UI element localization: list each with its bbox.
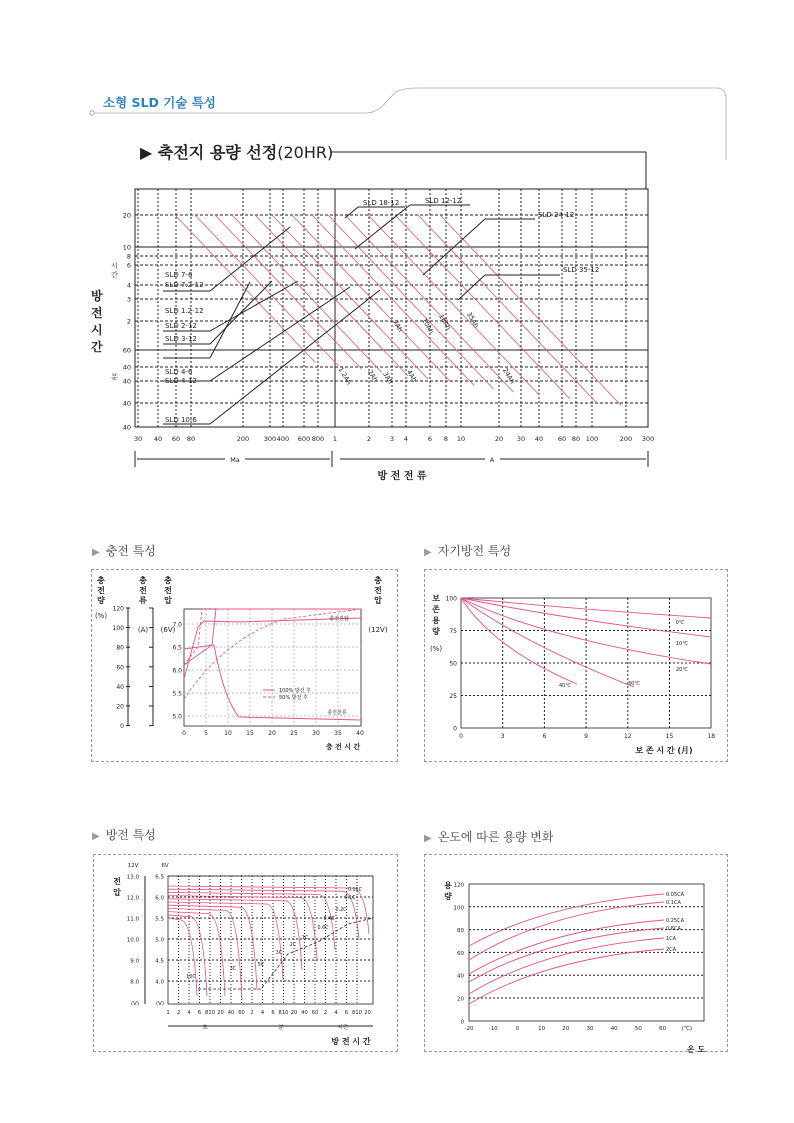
charge-ylabel-volume: 전 bbox=[97, 586, 105, 595]
capacity-label: 4Ah bbox=[405, 368, 419, 384]
header-frame bbox=[0, 0, 794, 160]
capacity-curve bbox=[255, 215, 408, 376]
x-tick-label: 2 bbox=[323, 1010, 328, 1016]
y-tick-label: 0 bbox=[453, 725, 457, 733]
model-label: SLD 18-12 bbox=[363, 199, 400, 207]
x-tick-label-a: 80 bbox=[571, 435, 581, 443]
unit-label: (V) bbox=[155, 1001, 164, 1007]
self-ylabel: 존 bbox=[432, 605, 440, 614]
charge-ylabel-v6-unit: (6V) bbox=[160, 626, 176, 634]
x-tick-label: 1 bbox=[166, 1010, 170, 1016]
curve-label-current: 충전전류 bbox=[327, 710, 347, 716]
bullet-icon: ▶ bbox=[92, 547, 100, 558]
y-tick-label: 120 bbox=[453, 882, 464, 889]
unit-minutes: 분 bbox=[278, 1025, 284, 1031]
x-tick-label: 20 bbox=[364, 1010, 371, 1016]
leader-line bbox=[210, 282, 250, 358]
y-tick-label: 40 bbox=[457, 973, 464, 980]
x-tick-label-ma: 300 bbox=[263, 435, 277, 443]
leader-line bbox=[210, 281, 272, 344]
y-tick-label: 60 bbox=[457, 950, 464, 957]
capacity-curve bbox=[469, 938, 664, 994]
y-tick-label: 40 bbox=[122, 363, 131, 372]
charge-ylabel-volume: 량 bbox=[97, 596, 105, 605]
charge-ylabel-v6: 전 bbox=[164, 586, 172, 595]
self-ylabel: 량 bbox=[432, 627, 440, 636]
curve-temp-label: 20℃ bbox=[676, 667, 688, 673]
curve-label-voltage: 충전전압 bbox=[329, 616, 349, 622]
x-tick-label: (℃) bbox=[681, 1026, 693, 1032]
x-tick-label: 2 bbox=[176, 1010, 181, 1016]
plot-frame bbox=[168, 876, 373, 1004]
charge-ylabel-volume: 충 bbox=[97, 576, 105, 585]
model-label: SLD 35-12 bbox=[563, 266, 600, 274]
x-tick-label-a: 3 bbox=[389, 435, 395, 443]
v6-tick-label: 6.5 bbox=[155, 874, 164, 881]
x-tick-label-a: 30 bbox=[516, 435, 526, 443]
c-rate-label: 0.2C bbox=[335, 908, 347, 913]
model-label: SLD 4-12 bbox=[165, 377, 197, 385]
capacity-curve bbox=[272, 215, 428, 379]
self-discharge-curve bbox=[461, 598, 634, 687]
pct-tick-label: 0 bbox=[120, 723, 124, 731]
c-rate-label: 0.05C bbox=[347, 888, 363, 893]
curve-temp-label: 40℃ bbox=[559, 683, 571, 689]
x-tick-label: 5 bbox=[204, 730, 208, 737]
x-tick-label: 6 bbox=[271, 1010, 275, 1016]
pct-tick-label: 80 bbox=[116, 644, 124, 652]
x-tick-label: 4 bbox=[260, 1010, 265, 1016]
curve-rate-label: 2CA bbox=[666, 947, 677, 953]
self-ylabel-unit: (%) bbox=[429, 645, 443, 653]
model-label: SLD 4-6 bbox=[165, 368, 193, 376]
curve-rate-label: 0.05CA bbox=[666, 892, 685, 898]
discharge-ylabel: 압 bbox=[113, 888, 121, 897]
pct-tick-label: 20 bbox=[116, 703, 124, 711]
main-ylabel-hours: 시 간 bbox=[111, 262, 118, 279]
voltage-tick-label: 6.0 bbox=[172, 667, 182, 675]
model-label: SLD 10-6 bbox=[165, 416, 197, 424]
charge-ylabel-volume-unit: (%) bbox=[94, 612, 108, 620]
x-tick-label: 18 bbox=[707, 733, 716, 740]
y-tick-label: 100 bbox=[445, 595, 457, 603]
self-ylabel: 용 bbox=[432, 616, 440, 625]
y-tick-label: 25 bbox=[449, 693, 457, 700]
x-tick-label: 25 bbox=[290, 730, 298, 737]
x-tick-label: 40 bbox=[301, 1010, 308, 1016]
voltage-tick-label: 7.0 bbox=[172, 621, 182, 629]
pct-tick-label: 100 bbox=[112, 625, 124, 633]
x-tick-label-ma: 40 bbox=[153, 435, 163, 443]
leader-line bbox=[345, 207, 358, 218]
c-rate-label: 3C bbox=[275, 951, 283, 956]
temperature-section-title bbox=[424, 828, 553, 845]
y-tick-label: 80 bbox=[457, 928, 464, 935]
x-tick-label: 60 bbox=[238, 1010, 245, 1016]
v6-tick-label: 5.0 bbox=[155, 937, 164, 944]
x-tick-label-a: 100 bbox=[585, 435, 599, 443]
x-tick-label: 20 bbox=[217, 1010, 224, 1016]
pct-tick-label: 40 bbox=[116, 683, 124, 691]
x-tick-label: 6 bbox=[542, 733, 547, 740]
x-tick-label: 20 bbox=[268, 730, 276, 737]
temp-ylabel: 용 bbox=[444, 881, 452, 890]
c-rate-label: 3C bbox=[229, 967, 237, 972]
y-tick-label: 3 bbox=[126, 295, 131, 304]
v6-tick-label: 5.5 bbox=[155, 916, 164, 923]
temp-ylabel: 량 bbox=[444, 892, 452, 901]
curve-rate-label: 0.1CA bbox=[666, 900, 681, 906]
curve-temp-label: 30℃ bbox=[628, 681, 640, 687]
charge-ylabel-v12-unit: (12V) bbox=[368, 626, 388, 634]
c-rate-label: 0.1C bbox=[344, 896, 356, 901]
v6-tick-label: 6.0 bbox=[155, 895, 164, 902]
x-tick-label-ma: 80 bbox=[186, 435, 196, 443]
discharge-ylabel: 전 bbox=[113, 877, 121, 886]
capacity-label: 18Ah bbox=[437, 312, 453, 332]
capacity-curve bbox=[232, 215, 382, 372]
unit-seconds: 초 bbox=[202, 1025, 208, 1031]
discharge-curve bbox=[168, 918, 197, 996]
x-tick-label: 20 bbox=[290, 1010, 298, 1016]
x-tick-label: 20 bbox=[562, 1026, 570, 1032]
charge-xlabel: 충 전 시 간 bbox=[325, 743, 361, 751]
charge-ylabel-v12: 압 bbox=[374, 596, 382, 605]
capacity-label: 10Ah bbox=[420, 316, 436, 336]
curve-temp-label: 10℃ bbox=[676, 641, 688, 647]
y-tick-label: 100 bbox=[453, 905, 464, 912]
bullet-icon: ▶ bbox=[424, 833, 432, 844]
x-tick-label: 30 bbox=[586, 1026, 594, 1032]
y-tick-label: 40 bbox=[122, 399, 131, 408]
capacity-curve bbox=[469, 920, 664, 974]
charge-ylabel-v12: 전 bbox=[374, 586, 382, 595]
col-6v-label: 6V bbox=[161, 863, 169, 869]
c-rate-label: 10C bbox=[186, 975, 196, 980]
model-label: SLD 1.2-12 bbox=[165, 307, 204, 315]
charge-chart bbox=[91, 569, 401, 769]
unit-a-label: A bbox=[489, 456, 495, 464]
y-tick-label: 6 bbox=[126, 261, 131, 270]
pct-tick-label: 120 bbox=[112, 605, 124, 613]
c-rate-label: 0.4C bbox=[323, 917, 335, 922]
capacity-curve bbox=[469, 949, 664, 1004]
y-tick-label: 20 bbox=[457, 996, 464, 1003]
x-tick-label: 9 bbox=[584, 733, 589, 740]
temp-xlabel: 온 도 bbox=[686, 1045, 706, 1054]
charge-ylabel-current: 류 bbox=[139, 596, 147, 605]
discharge-curve bbox=[168, 902, 283, 980]
curve-rate-label: 1CA bbox=[666, 936, 677, 942]
x-tick-label-a: 20 bbox=[494, 435, 504, 443]
voltage-tick-label: 6.5 bbox=[172, 644, 182, 652]
capacity-curve bbox=[215, 215, 362, 369]
legend-label: 50% 방전 후 bbox=[279, 695, 308, 701]
voltage-tick-label: 5.0 bbox=[172, 713, 182, 721]
capacity-label: 1.2Ah bbox=[336, 365, 353, 387]
x-tick-label: 15 bbox=[665, 733, 674, 740]
v12-tick-label: 13.0 bbox=[126, 874, 139, 881]
x-tick-label: 4 bbox=[187, 1010, 191, 1016]
col-12v-label: 12V bbox=[127, 863, 139, 869]
section-header bbox=[0, 0, 794, 130]
bullet-icon: ▶ bbox=[424, 547, 432, 558]
capacity-label: 2Ah bbox=[366, 368, 380, 384]
charge-ylabel-current: 충 bbox=[139, 576, 147, 585]
capacity-curve bbox=[395, 215, 570, 399]
capacity-curve bbox=[440, 215, 621, 405]
y-tick-label: 2 bbox=[126, 317, 131, 326]
v6-tick-label: 4.5 bbox=[155, 958, 164, 965]
y-tick-label: 75 bbox=[449, 628, 457, 635]
model-label: SLD 3-12 bbox=[165, 335, 197, 343]
x-tick-label-a: 10 bbox=[456, 435, 466, 443]
main-ylabel: 방 전 시 간 bbox=[91, 289, 103, 354]
x-tick-label-a: 60 bbox=[557, 435, 567, 443]
x-tick-label: 810 bbox=[278, 1010, 289, 1016]
discharge-chart bbox=[93, 854, 399, 1054]
unit-hours: 시간 bbox=[337, 1025, 349, 1031]
y-tick-label: 60 bbox=[122, 346, 131, 355]
v6-tick-label: 4.0 bbox=[155, 979, 164, 986]
discharge-curve bbox=[168, 896, 317, 960]
self-ylabel: 보 bbox=[432, 594, 440, 603]
x-tick-label-a: 40 bbox=[534, 435, 544, 443]
temperature-chart bbox=[424, 854, 730, 1054]
x-tick-label-ma: 30 bbox=[133, 435, 143, 443]
capacity-label: 24Ah bbox=[501, 366, 517, 386]
c-rate-label: 1C bbox=[301, 936, 309, 941]
x-tick-label: 2 bbox=[250, 1010, 254, 1016]
x-tick-label: 810 bbox=[352, 1010, 362, 1016]
x-tick-label: 35 bbox=[334, 730, 342, 737]
capacity-label: 7Ah bbox=[391, 318, 405, 334]
x-tick-label: 0 bbox=[182, 730, 186, 737]
c-rate-label: 5C bbox=[257, 963, 265, 968]
v12-tick-label: 11.0 bbox=[126, 916, 139, 923]
x-tick-label: 4 bbox=[334, 1010, 338, 1016]
charge-ylabel-v6: 압 bbox=[164, 596, 172, 605]
x-tick-label-a: 2 bbox=[366, 435, 372, 443]
discharge-title: 방전 특성 bbox=[105, 828, 156, 842]
curve-temp-label: 0℃ bbox=[675, 620, 685, 626]
v12-tick-label: 10.0 bbox=[126, 937, 139, 944]
x-tick-label-ma: 60 bbox=[171, 435, 181, 443]
discharge-section-title bbox=[92, 826, 156, 843]
x-tick-label-a: 6 bbox=[427, 435, 433, 443]
capacity-label: 35Ah bbox=[465, 310, 481, 330]
discharge-xlabel: 방 전 시 간 bbox=[331, 1037, 371, 1046]
title-marker: ▶ bbox=[140, 143, 153, 162]
x-tick-label: 0 bbox=[459, 733, 463, 740]
y-tick-label: 40 bbox=[122, 377, 131, 386]
y-tick-label: 10 bbox=[122, 243, 131, 252]
model-label: SLD 7.2-12 bbox=[165, 281, 204, 289]
x-tick-label: 15 bbox=[246, 730, 254, 737]
x-tick-label: -10 bbox=[488, 1026, 498, 1032]
bullet-icon: ▶ bbox=[92, 831, 100, 842]
legend-label: 100% 방전 후 bbox=[279, 688, 311, 694]
unit-label: (V) bbox=[130, 1001, 139, 1007]
leader-line bbox=[355, 205, 410, 249]
x-tick-label-a: 200 bbox=[619, 435, 633, 443]
leader-line bbox=[458, 275, 485, 300]
c-rate-label: 0.6C bbox=[317, 926, 329, 931]
charge-ylabel-v12: 충 bbox=[374, 576, 382, 585]
x-tick-label-ma: 800 bbox=[311, 435, 325, 443]
main-ylabel-minutes: 분 bbox=[111, 373, 118, 381]
y-tick-label: 20 bbox=[122, 211, 131, 220]
x-tick-label-a: 300 bbox=[641, 435, 655, 443]
curve-rate-label: 0.25CA bbox=[666, 918, 685, 924]
x-tick-label: 0 bbox=[515, 1026, 520, 1032]
capacity-label: 3Ah bbox=[381, 370, 395, 386]
model-label: SLD 7-6 bbox=[165, 271, 193, 279]
section-title: 소형 SLD 기술 특성 bbox=[103, 95, 216, 110]
v12-tick-label: 8.0 bbox=[130, 979, 139, 986]
y-tick-label: 50 bbox=[449, 660, 457, 668]
self-discharge-curve bbox=[461, 598, 577, 684]
self-discharge-chart bbox=[424, 569, 730, 769]
y-tick-label: 8 bbox=[126, 252, 131, 261]
x-tick-label: 60 bbox=[659, 1026, 667, 1032]
x-tick-label: 3 bbox=[500, 733, 505, 740]
main-title: 축전지 용량 선정 bbox=[157, 143, 278, 162]
model-label: SLD 2-12 bbox=[165, 322, 197, 330]
x-tick-label: 10 bbox=[224, 730, 232, 737]
y-tick-label: 40 bbox=[122, 423, 131, 432]
model-label: SLD 12-12 bbox=[425, 197, 462, 205]
x-tick-label: 40 bbox=[356, 730, 364, 737]
charge-ylabel-v6: 충 bbox=[164, 576, 172, 585]
capacity-selection-chart bbox=[0, 145, 794, 485]
self-xlabel: 보 존 시 간 (月) bbox=[635, 746, 693, 755]
v12-tick-label: 9.0 bbox=[130, 958, 139, 965]
capacity-curve bbox=[328, 215, 493, 389]
x-tick-label: 6 bbox=[197, 1010, 202, 1016]
x-tick-label: 810 bbox=[205, 1010, 215, 1016]
x-tick-label: -20 bbox=[464, 1026, 474, 1032]
leader-line bbox=[210, 281, 298, 331]
charge-ylabel-current: 전 bbox=[139, 586, 147, 595]
x-tick-label: 40 bbox=[610, 1026, 618, 1032]
c-rate-label: 2C bbox=[289, 943, 297, 948]
capacity-curve bbox=[469, 928, 664, 982]
y-tick-label: 4 bbox=[126, 281, 131, 290]
x-tick-label: 12 bbox=[623, 733, 632, 740]
charge-section-title bbox=[92, 542, 156, 559]
v12-tick-label: 12.0 bbox=[126, 895, 139, 902]
x-tick-label: 50 bbox=[634, 1026, 642, 1032]
charge-ylabel-current-unit: (A) bbox=[137, 626, 149, 634]
plot-frame bbox=[135, 189, 648, 427]
model-label: SLD 24-12 bbox=[538, 211, 575, 219]
capacity-curve bbox=[345, 215, 513, 392]
x-tick-label-ma: 200 bbox=[236, 435, 250, 443]
self-discharge-title: 자기방전 특성 bbox=[437, 544, 512, 558]
x-tick-label-a: 4 bbox=[403, 435, 409, 443]
capacity-curve bbox=[469, 894, 664, 946]
charge-title: 충전 특성 bbox=[105, 544, 156, 558]
temperature-title: 온도에 따른 용량 변화 bbox=[437, 830, 554, 844]
x-tick-label: 40 bbox=[227, 1010, 235, 1016]
x-tick-label-a: 8 bbox=[443, 435, 449, 443]
unit-ma-label: Ma bbox=[230, 456, 240, 464]
capacity-curve bbox=[368, 215, 540, 395]
pct-tick-label: 60 bbox=[116, 664, 124, 672]
self-discharge-section-title bbox=[424, 542, 511, 559]
main-title-suffix: (20HR) bbox=[277, 143, 334, 162]
y-tick-label: 0 bbox=[460, 1019, 464, 1026]
main-xlabel: 방 전 전 류 bbox=[377, 471, 427, 482]
x-tick-label: 6 bbox=[344, 1010, 349, 1016]
x-tick-label: 10 bbox=[538, 1026, 546, 1032]
curve-rate-label: 0.6CA bbox=[666, 926, 681, 932]
x-tick-label-a: 1 bbox=[332, 435, 338, 443]
x-tick-label: 60 bbox=[311, 1010, 319, 1016]
x-tick-label-ma: 600 bbox=[297, 435, 311, 443]
x-tick-label: 30 bbox=[312, 730, 320, 737]
voltage-tick-label: 5.5 bbox=[172, 690, 182, 698]
x-tick-label-ma: 400 bbox=[276, 435, 290, 443]
